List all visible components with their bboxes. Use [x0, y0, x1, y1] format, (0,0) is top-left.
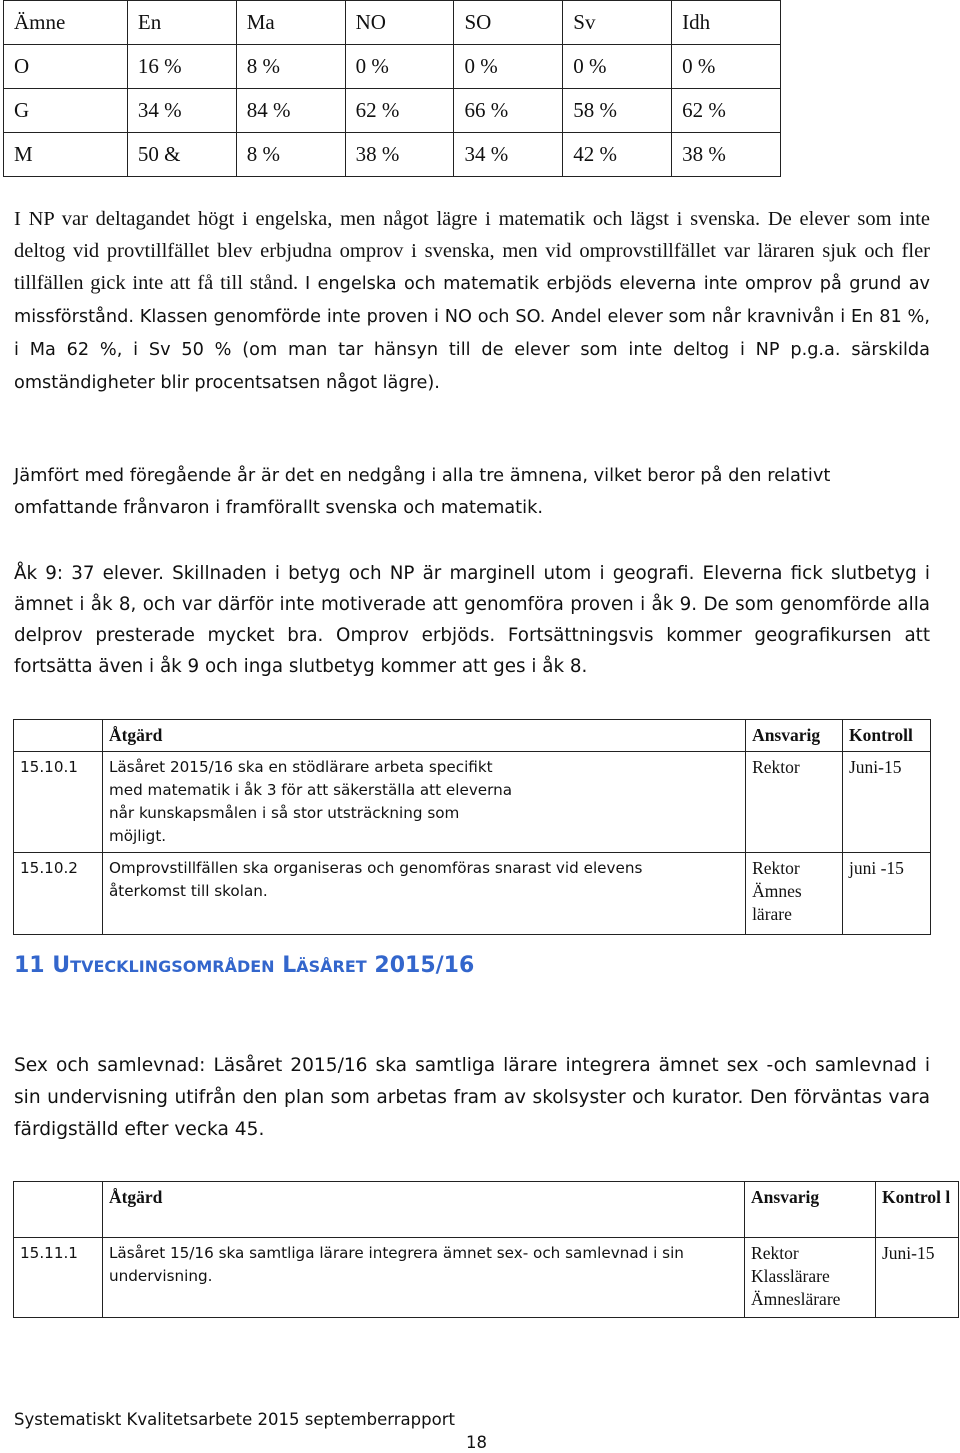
- table-header-row: [14, 1182, 959, 1238]
- table-cell: G: [4, 89, 128, 133]
- action-text: Läsåret 2015/16 ska en stödlärare arbeta specifikt med matematik i åk 3 för att säkerställa att eleverna når kunskapsmålen i så stor utsträckning som möjligt.: [102, 752, 745, 853]
- header-cell: Åtgärd: [102, 720, 745, 752]
- table-cell: 66 %: [454, 89, 563, 133]
- table-cell: 50 &: [127, 133, 236, 177]
- table-cell: 38 %: [345, 133, 454, 177]
- header-cell: NO: [345, 1, 454, 45]
- action-control: Juni-15: [875, 1238, 958, 1318]
- table-row: [14, 1238, 959, 1318]
- table-cell: 0 %: [345, 45, 454, 89]
- section-number: 11: [14, 953, 45, 978]
- paragraph-text: I engelska och matematik erbjöds eleverna inte omprov på grund av missförstånd. Klassen genomförde inte proven i NO och SO. Andel elever som når kravnivån i En 81 %, i Ma 62 %, i Sv 50 % (om man tar hänsyn till de elever som inte deltog i NP p.g.a. särskilda omständigheter blir procentsatsen något lägre).: [14, 274, 931, 393]
- action-responsible: Rektor Ämnes lärare: [746, 853, 843, 935]
- table-cell: 42 %: [563, 133, 672, 177]
- header-cell: Ansvarig: [746, 720, 843, 752]
- header-cell: Idh: [672, 1, 781, 45]
- header-cell: [14, 720, 103, 752]
- action-id: 15.10.2: [14, 853, 103, 935]
- table-cell: 58 %: [563, 89, 672, 133]
- header-cell: Kontrol l: [875, 1182, 958, 1238]
- action-table: [13, 1181, 959, 1318]
- sex-education-paragraph: Sex och samlevnad: Läsåret 2015/16 ska samtliga lärare integrera ämnet sex -och samlevnad i sin undervisning utifrån den plan som arbetas fram av skolsyster och kurator. Den förväntas vara färdigställd efter vecka 45.: [14, 1055, 930, 1140]
- action-responsible: Rektor: [746, 752, 843, 853]
- heading-year: 2015/16: [374, 953, 475, 978]
- table-cell: 0 %: [672, 45, 781, 89]
- table-cell: 16 %: [127, 45, 236, 89]
- action-control: juni -15: [843, 853, 931, 935]
- table-cell: 34 %: [454, 133, 563, 177]
- table-cell: M: [4, 133, 128, 177]
- action-id: 15.11.1: [14, 1238, 103, 1318]
- header-cell: Ma: [236, 1, 345, 45]
- heading-small-caps: TVECKLINGSOMRÅDEN: [70, 957, 275, 976]
- header-cell: Sv: [563, 1, 672, 45]
- table-row: [4, 133, 781, 177]
- np-participation-paragraph: [14, 203, 930, 399]
- table-cell: 62 %: [345, 89, 454, 133]
- action-table: [13, 719, 931, 935]
- table-cell: 0 %: [563, 45, 672, 89]
- action-control: Juni-15: [843, 752, 931, 853]
- heading-initial: U: [52, 953, 71, 978]
- action-id: 15.10.1: [14, 752, 103, 853]
- page-number: 18: [466, 1433, 487, 1452]
- header-cell: [14, 1182, 103, 1238]
- heading-small-caps: ÄSÅRET: [296, 957, 367, 976]
- table-header-row: [14, 720, 931, 752]
- heading-initial: L: [282, 953, 297, 978]
- grade9-paragraph: Åk 9: 37 elever. Skillnaden i betyg och NP är marginell utom i geografi. Eleverna fick slutbetyg i ämnet i åk 8, och var därför inte motiverade att genomföra proven i åk 9. De som genomförde alla delprov presterade mycket bra. Omprov erbjöds. Fortsättningsvis kommer geografikursen att fortsätta även i åk 9 och inga slutbetyg kommer att ges i åk 8.: [14, 563, 930, 677]
- section-heading: [14, 953, 474, 978]
- table-cell: 8 %: [236, 45, 345, 89]
- header-cell: Ansvarig: [745, 1182, 876, 1238]
- table-cell: 0 %: [454, 45, 563, 89]
- heading-word: [282, 953, 366, 978]
- comparison-paragraph: Jämfört med föregående år är det en nedgång i alla tre ämnena, vilket beror på den relativt omfattande frånvaron i framförallt svenska och matematik.: [14, 465, 831, 518]
- action-text: Omprovstillfällen ska organiseras och genomföras snarast vid elevens återkomst till skolan.: [102, 853, 745, 935]
- heading-word: [52, 953, 274, 978]
- action-responsible: Rektor Klasslärare Ämneslärare: [745, 1238, 876, 1318]
- header-cell: En: [127, 1, 236, 45]
- table-row: [4, 89, 781, 133]
- results-table: [3, 0, 781, 177]
- header-cell: Ämne: [4, 1, 128, 45]
- table-row: [14, 853, 931, 935]
- table-cell: 38 %: [672, 133, 781, 177]
- table-row: [14, 752, 931, 853]
- paragraph-text: I NP var deltagandet högt i engelska, men något lägre i matematik och lägst i svenska. De elever som inte deltog vid provtillfället blev erbjudna omprov i svenska, men vid omprovstillfället var läraren sjuk och fler tillfällen gick inte att få till stånd.: [14, 208, 930, 294]
- header-cell: SO: [454, 1, 563, 45]
- table-cell: 8 %: [236, 133, 345, 177]
- header-cell: Kontroll: [843, 720, 931, 752]
- table-cell: 62 %: [672, 89, 781, 133]
- table-cell: 34 %: [127, 89, 236, 133]
- header-cell: Åtgärd: [102, 1182, 744, 1238]
- table-cell: 84 %: [236, 89, 345, 133]
- table-header-row: [4, 1, 781, 45]
- page-footer: Systematiskt Kvalitetsarbete 2015 septemberrapport: [14, 1410, 455, 1429]
- table-row: [4, 45, 781, 89]
- action-text: Läsåret 15/16 ska samtliga lärare integrera ämnet sex- och samlevnad i sin undervisning.: [102, 1238, 744, 1318]
- table-cell: O: [4, 45, 128, 89]
